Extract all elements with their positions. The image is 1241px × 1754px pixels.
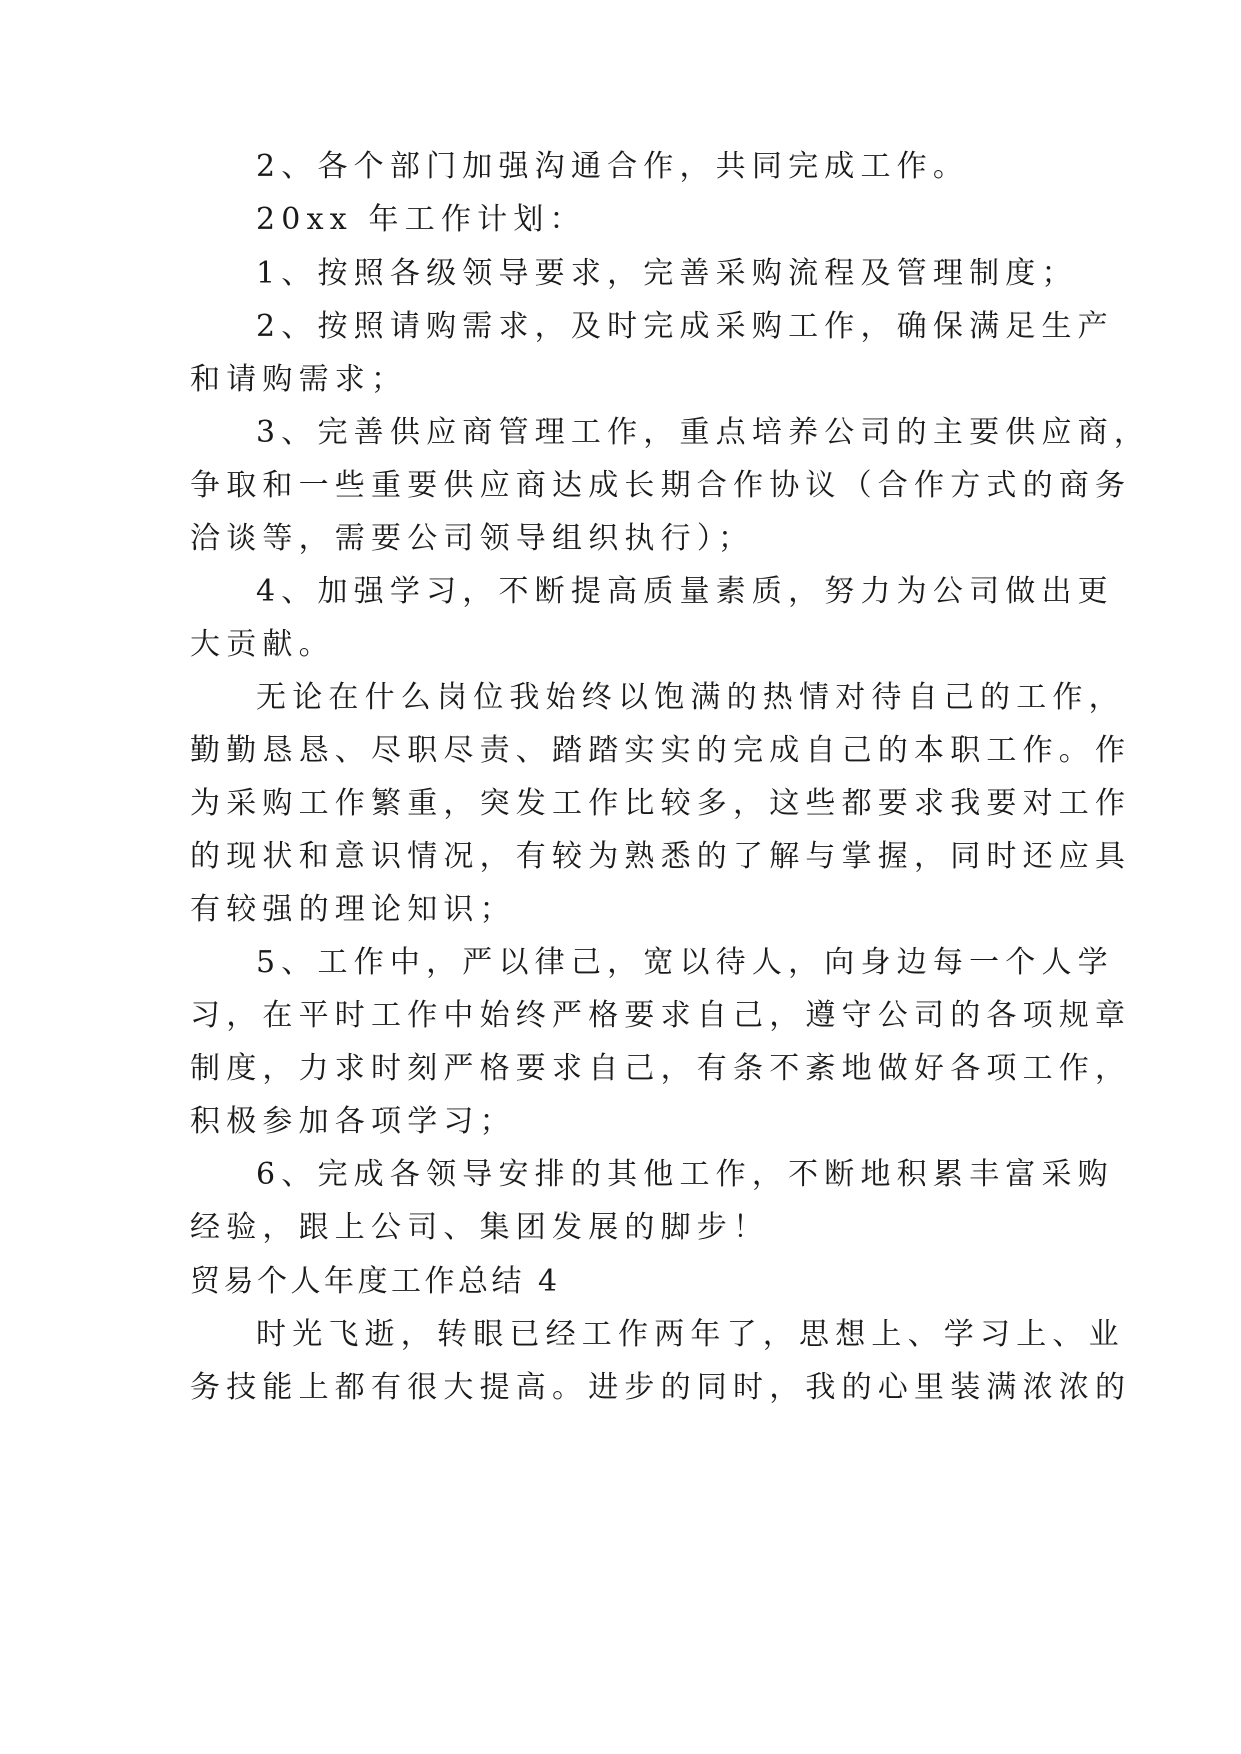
paragraph-line: 2、各个部门加强沟通合作，共同完成工作。 [256,149,970,184]
plan-item-5-cont: 积极参加各项学习； [190,1104,516,1139]
paragraph-line: 为采购工作繁重，突发工作比较多，这些都要求我要对工作 [190,786,1132,821]
paragraph-line: 勤勤恳恳、尽职尽责、踏踏实实的完成自己的本职工作。作 [190,733,1132,768]
plan-item-5-cont: 制度，力求时刻严格要求自己，有条不紊地做好各项工作， [190,1051,1132,1086]
plan-item-4: 4、加强学习，不断提高质量素质，努力为公司做出更 [256,574,1114,609]
plan-item-3: 3、完善供应商管理工作，重点培养公司的主要供应商， [256,415,1151,450]
plan-item-4-cont: 大贡献。 [190,627,335,662]
plan-item-6-cont: 经验，跟上公司、集团发展的脚步！ [190,1210,770,1245]
paragraph-line: 有较强的理论知识； [190,892,516,927]
paragraph-line: 务技能上都有很大提高。进步的同时，我的心里装满浓浓的 [190,1370,1132,1405]
plan-item-2-cont: 和请购需求； [190,362,408,397]
plan-item-3-cont: 争取和一些重要供应商达成长期合作协议（合作方式的商务 [190,468,1132,503]
plan-item-3-cont: 洽谈等，需要公司领导组织执行）； [190,521,755,556]
plan-item-2: 2、按照请购需求，及时完成采购工作，确保满足生产 [256,309,1114,344]
section-label: 20xx 年工作计划： [256,202,586,237]
section-heading: 贸易个人年度工作总结 4 [190,1264,561,1299]
paragraph-line: 的现状和意识情况，有较为熟悉的了解与掌握，同时还应具 [190,839,1132,874]
paragraph-line: 时光飞逝，转眼已经工作两年了，思想上、学习上、业 [256,1317,1125,1352]
plan-item-5: 5、工作中，严以律己，宽以待人，向身边每一个人学 [256,945,1114,980]
paragraph-line: 无论在什么岗位我始终以饱满的热情对待自己的工作， [256,680,1125,715]
plan-item-5-cont: 习，在平时工作中始终严格要求自己，遵守公司的各项规章 [190,998,1132,1033]
plan-item-1: 1、按照各级领导要求，完善采购流程及管理制度； [256,256,1078,291]
plan-item-6: 6、完成各领导安排的其他工作，不断地积累丰富采购 [256,1157,1114,1192]
